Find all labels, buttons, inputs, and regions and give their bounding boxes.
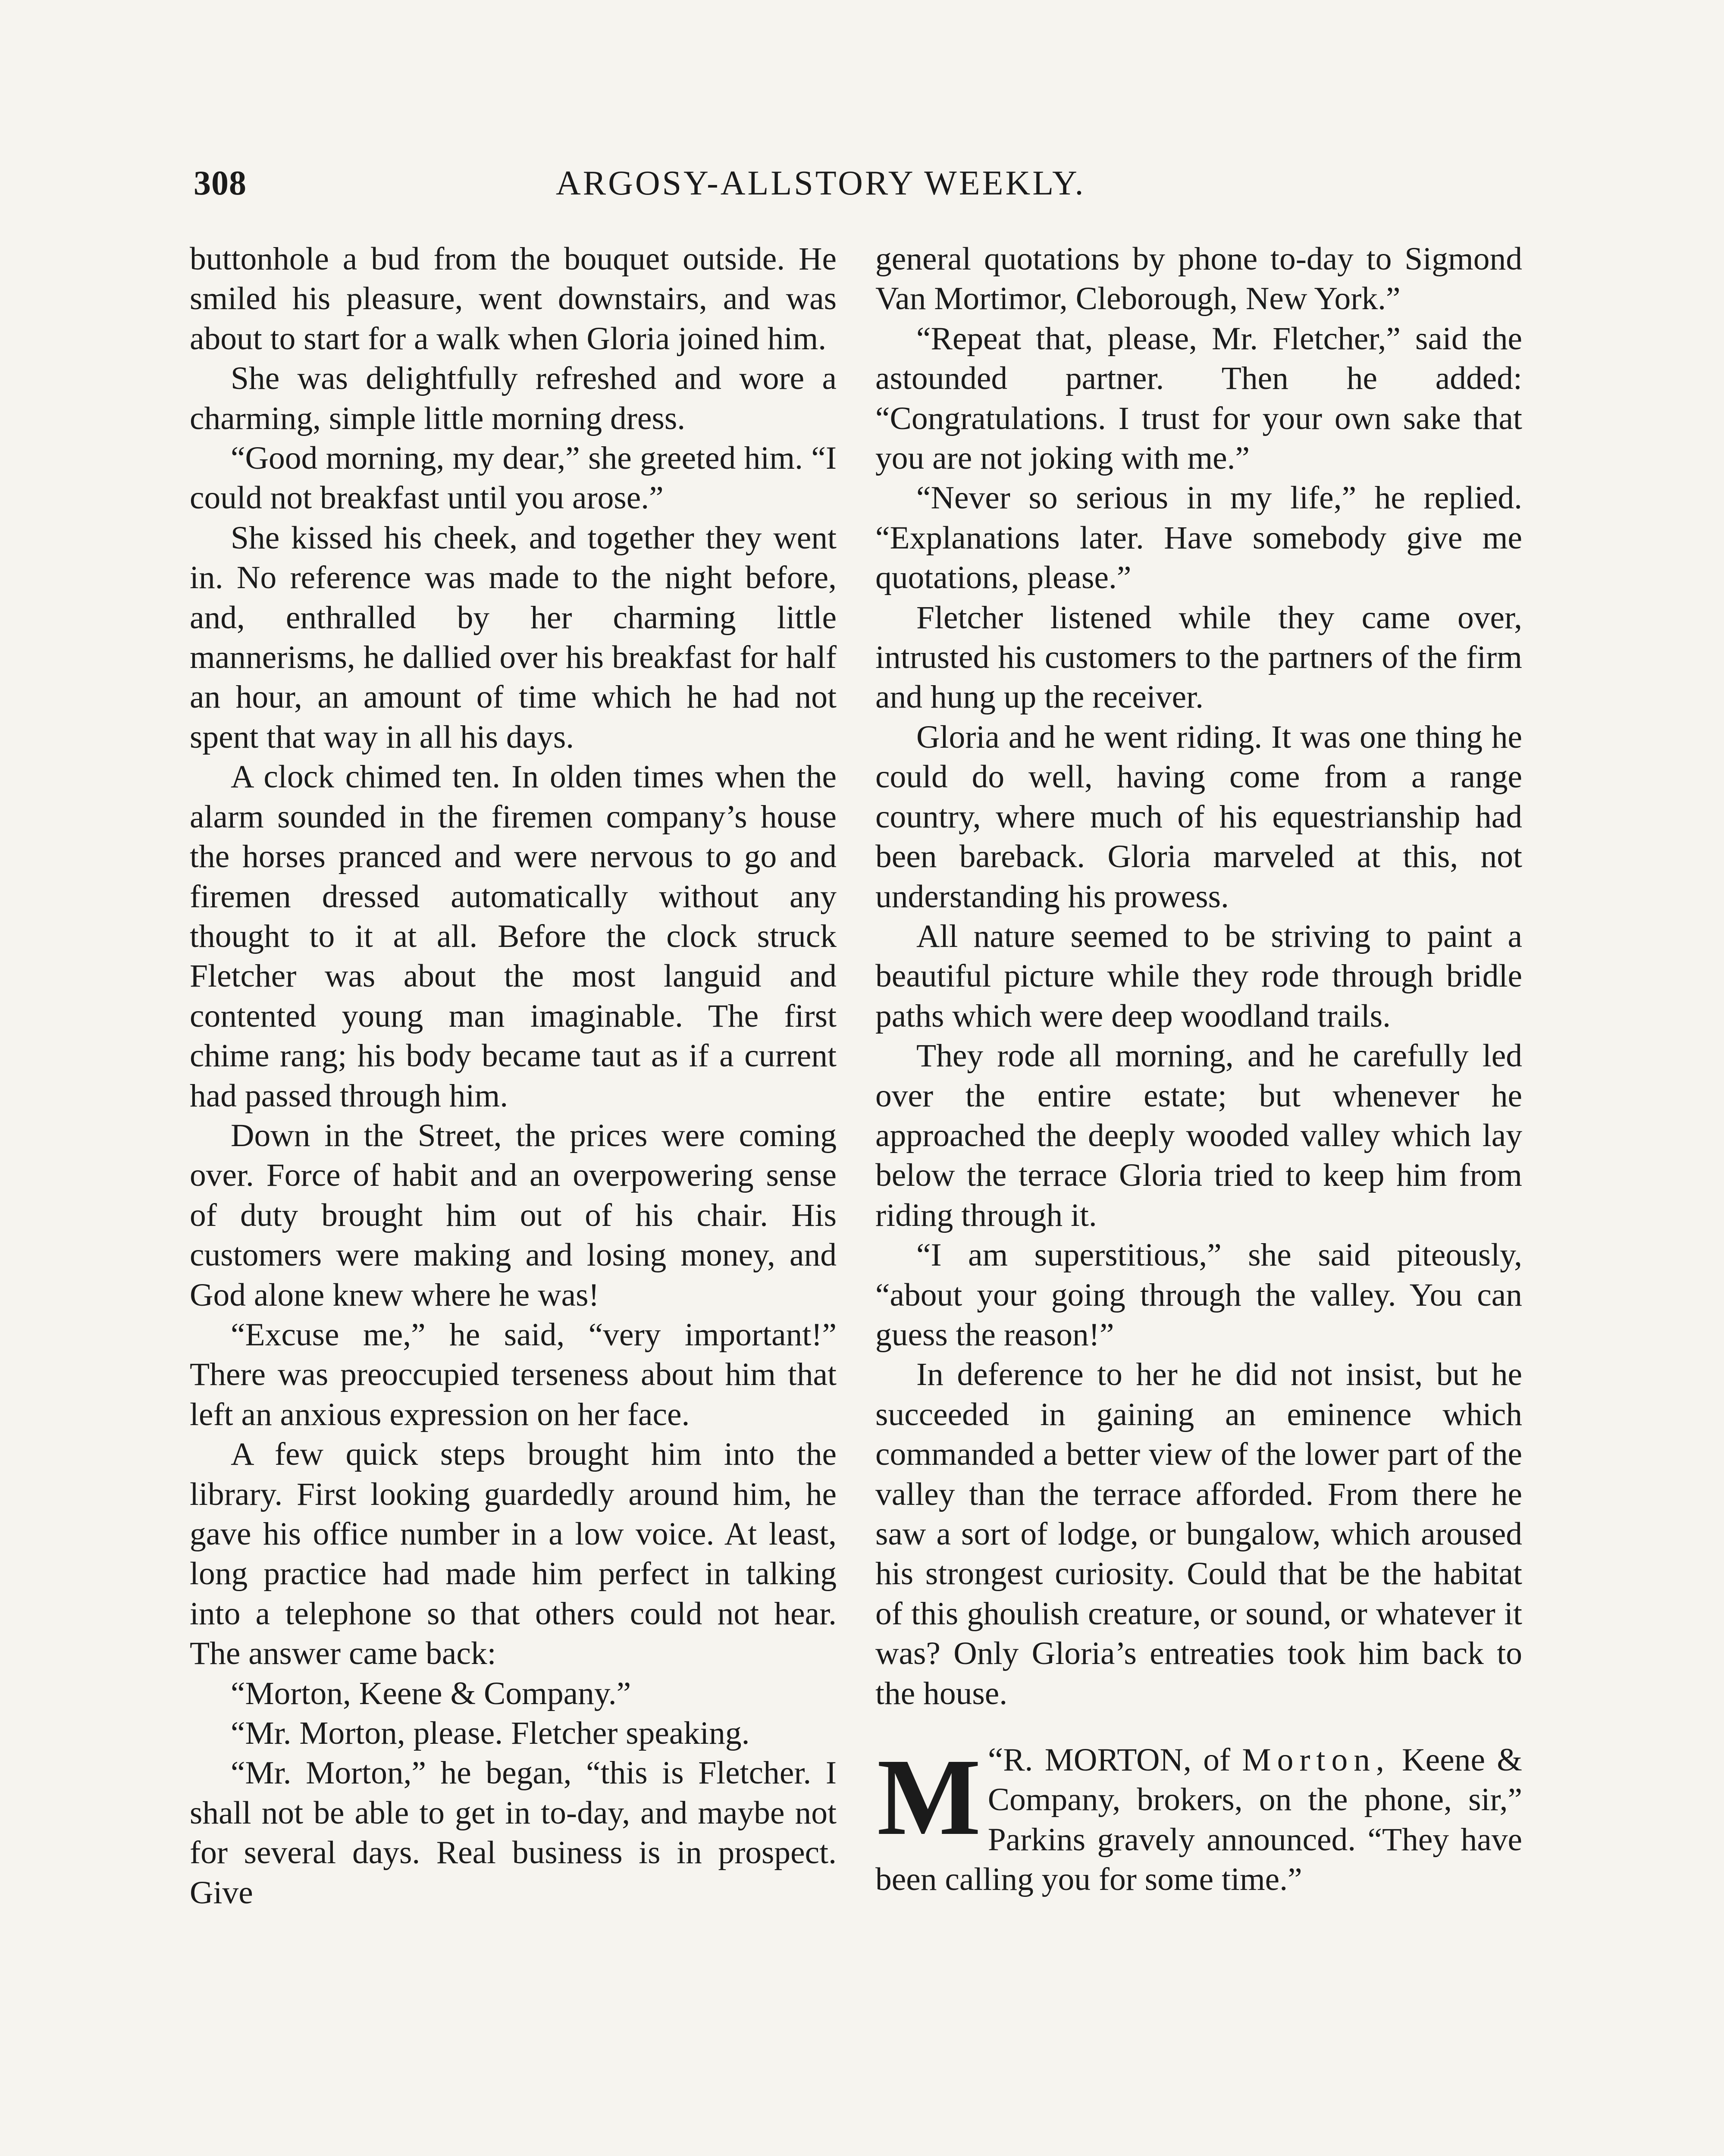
- paragraph: general quotations by phone to-day to Sigmond Van Mortimor, Cleborough, New York.”: [875, 241, 1522, 317]
- section-opening-paragraph: [875, 1736, 1523, 1900]
- paragraph: buttonhole a bud from the bouquet outside. He smiled his pleasure, went downstairs, and was about to start for a walk when Gloria joined him.: [190, 241, 837, 357]
- paragraph: “Morton, Keene & Company.”: [231, 1675, 631, 1711]
- paragraph: They rode all morning, and he carefully led over the entire estate; but whenever he approached the deeply wooded valley which lay below the terrace Gloria tried to keep him from riding through it.: [875, 1038, 1522, 1233]
- paragraph: A few quick steps brought him into the library. First looking guardedly around him, he gave his office number in a low voice. At least, long practice had made him perfect in talking into a telephone so that others could not hear. The answer came back:: [190, 1436, 837, 1672]
- firm-name-spaced: Morton,: [1242, 1742, 1390, 1778]
- paragraph: “Repeat that, please, Mr. Fletcher,” said the astounded partner. Then he added: “Congratulations. I trust for your own sake that you are not joking with me.”: [875, 320, 1522, 476]
- running-head: ARGOSY-ALLSTORY WEEKLY.: [556, 164, 1086, 202]
- drop-cap: M: [877, 1736, 981, 1858]
- paragraph: In deference to her he did not insist, but he succeeded in gaining an eminence which commanded a better view of the lower part of the valley than the terrace afforded. From there he saw a sort of lodge, or bungalow, which aroused his strongest curiosity. Could that be the habitat of this ghoulish creature, or sound, or whatever it was? Only Gloria’s entreaties took him back to the house.: [875, 1357, 1522, 1711]
- paragraph: All nature seemed to be striving to paint a beautiful picture while they rode through bridle paths which were deep woodland trails.: [875, 918, 1522, 1034]
- page-number: 308: [194, 164, 247, 202]
- paragraph: She was delightfully refreshed and wore a charming, simple little morning dress.: [190, 360, 837, 436]
- paragraph: “Never so serious in my life,” he replied. “Explanations later. Have somebody give me quotations, please.”: [875, 480, 1522, 596]
- page-header: [194, 164, 1203, 211]
- paragraph: “Mr. Morton, please. Fletcher speaking.: [231, 1715, 750, 1752]
- paragraph: “Excuse me,” he said, “very important!” There was preoccupied terseness about him that left an anxious expression on her face.: [190, 1316, 837, 1432]
- paragraph: Down in the Street, the prices were coming over. Force of habit and an overpowering sense of duty brought him out of his chair. His customers were making and losing money, and God alone knew where he was!: [190, 1117, 837, 1313]
- paragraph: A clock chimed ten. In olden times when the alarm sounded in the firemen company’s house the horses pranced and were nervous to go and firemen dressed automatically without any thought to it at all. Before the clock struck Fletcher was about the most languid and contented young man imaginable. The first chime rang; his body became taut as if a current had passed through him.: [190, 759, 837, 1114]
- opening-quote: “: [987, 1741, 1003, 1780]
- paragraph: “Mr. Morton,” he began, “this is Fletcher. I shall not be able to get in to-day, and maybe not for several days. Real business is in prospect. Give: [190, 1755, 837, 1911]
- paragraph: She kissed his cheek, and together they went in. No reference was made to the night before, and, enthralled by her charming little mannerisms, he dallied over his breakfast for half an hour, an amount of time which he had not spent that way in all his days.: [190, 520, 837, 755]
- paragraph: “Good morning, my dear,” she greeted him. “I could not breakfast until you arose.”: [190, 440, 837, 516]
- left-column: [190, 239, 837, 1913]
- paragraph: Gloria and he went riding. It was one thing he could do well, having come from a range country, where much of his equestrianship had been bareback. Gloria marveled at this, not understanding his prowess.: [875, 719, 1522, 915]
- right-column: [875, 239, 1522, 1900]
- paragraph: Fletcher listened while they came over, intrusted his customers to the partners of the firm and hung up the receiver.: [875, 599, 1522, 715]
- section-text: Keene & Company, brokers, on the phone, sir,” Parkins gravely announced. “They have been calling you for some time.”: [875, 1742, 1523, 1898]
- paragraph: “I am superstitious,” she said piteously, “about your going through the valley. You can guess the reason!”: [875, 1237, 1522, 1353]
- section-lead: R. MORTON, of: [1003, 1742, 1231, 1778]
